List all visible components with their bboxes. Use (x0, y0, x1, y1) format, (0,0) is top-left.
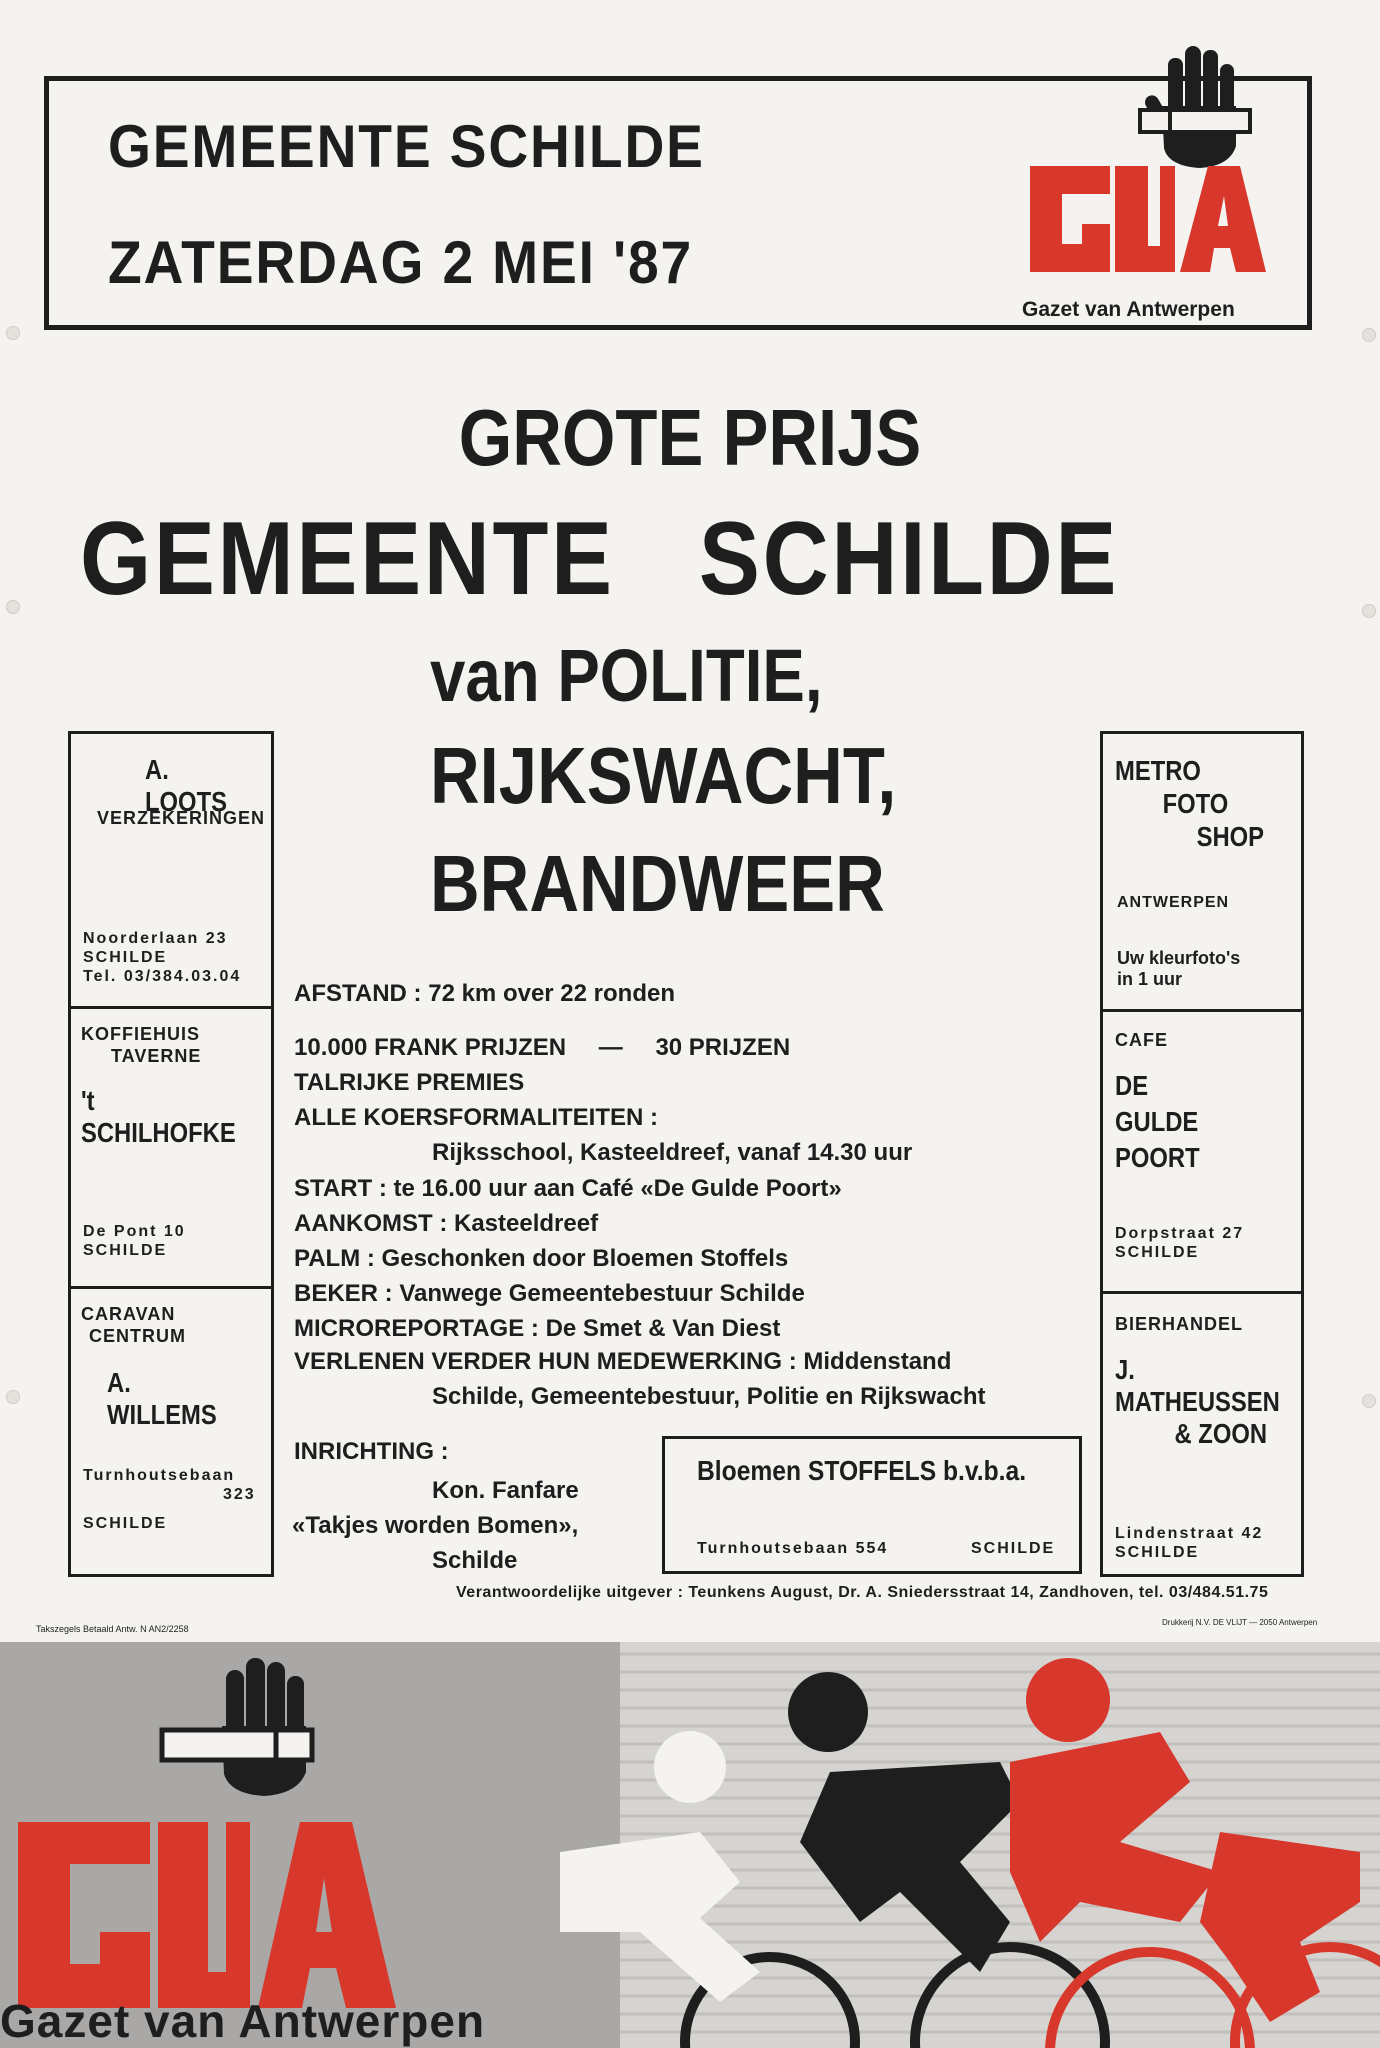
ad-gulde-name (1115, 1068, 1273, 1176)
detail-value: Vanwege Gemeentebestuur Schilde (399, 1280, 805, 1307)
detail-value: te 16.00 uur aan Café «De Gulde Poort» (393, 1175, 842, 1202)
title-gemeente-schilde: GEMEENTE SCHILDE (80, 501, 1120, 617)
address-line: Turnhoutsebaan (83, 1467, 236, 1484)
detail-beker (294, 1280, 805, 1308)
ad-stoffels-address: Turnhoutsebaan 554 (697, 1540, 889, 1557)
inrichting-line: Kon. Fanfare (432, 1477, 579, 1504)
ad-name-line: MATHEUSSEN (1115, 1386, 1280, 1417)
binder-hole (6, 1390, 20, 1404)
detail-premies: TALRIJKE PREMIES (294, 1069, 525, 1096)
ad-type-line: CENTRUM (89, 1326, 186, 1346)
ad-schilhofke-address (83, 1222, 186, 1260)
detail-microreportage (294, 1315, 780, 1343)
slogan-line: Uw kleurfoto's (1117, 948, 1241, 968)
address-line: Lindenstraat 42 (1115, 1525, 1264, 1542)
gva-logo-top (1000, 36, 1300, 306)
address-line: SCHILDE (1115, 1244, 1200, 1261)
ad-matheussen-address (1115, 1524, 1263, 1562)
detail-value: 72 km over 22 ronden (428, 980, 675, 1007)
header-municipality: GEMEENTE SCHILDE (108, 113, 705, 180)
tax-stamp-line: Takszegels Betaald Antw. N AN2/2258 (36, 1624, 189, 1634)
ad-willems-type (81, 1303, 186, 1347)
detail-dash: — (598, 1034, 623, 1061)
left-ad-column (68, 731, 274, 1577)
ad-name-line: & ZOON (1174, 1418, 1268, 1449)
ad-gulde-address (1115, 1224, 1244, 1262)
ad-loots-address (83, 929, 241, 986)
inrichting-line: «Takjes worden Bomen», (292, 1512, 579, 1539)
detail-formaliteiten-label: ALLE KOERSFORMALITEITEN : (294, 1104, 658, 1131)
cyclist-illustration (0, 1642, 1380, 2048)
detail-value: De Smet & Van Diest (545, 1315, 781, 1342)
address-line: Tel. 03/384.03.04 (83, 968, 242, 985)
detail-label: AFSTAND : (294, 980, 422, 1007)
detail-label: PALM : (294, 1245, 375, 1272)
detail-inrichting-value (292, 1473, 579, 1578)
detail-value: Kasteeldreef (454, 1210, 599, 1237)
banner-caption: Gazet van Antwerpen (0, 1995, 486, 2047)
ad-type-line: KOFFIEHUIS (81, 1024, 201, 1044)
ad-loots (71, 734, 271, 1009)
cigarette-icon (1140, 110, 1250, 132)
ad-loots-name: A. LOOTS (145, 754, 227, 817)
ad-name-line: J. (1115, 1354, 1135, 1385)
detail-verlenen-value: Schilde, Gemeentebestuur, Politie en Rijkswacht (432, 1383, 986, 1410)
address-line: Dorpstraat 27 (1115, 1225, 1245, 1242)
binder-hole (1362, 328, 1376, 342)
detail-inrichting-label: INRICHTING : (294, 1438, 449, 1465)
ad-loots-sub: VERZEKERINGEN (97, 808, 266, 828)
ad-name-line: DE (1115, 1070, 1149, 1101)
printer-line: Drukkerij N.V. DE VLIJT — 2050 Antwerpen (1162, 1618, 1318, 1627)
hand-icon (1142, 46, 1236, 168)
ad-stoffels-name: Bloemen STOFFELS b.v.b.a. (697, 1455, 1027, 1486)
ad-metro-name (1115, 754, 1264, 853)
ad-metro-slogan (1117, 948, 1240, 990)
right-ad-column (1100, 731, 1304, 1577)
title-brandweer: BRANDWEER (430, 839, 885, 928)
hand-icon (222, 1658, 306, 1796)
title-rijkswacht: RIJKSWACHT, (430, 731, 897, 820)
ad-gulde-type: CAFE (1115, 1030, 1168, 1050)
ad-schilhofke (71, 1009, 271, 1289)
ad-willems-address (83, 1466, 256, 1533)
slogan-line: in 1 uur (1117, 969, 1183, 989)
ad-name-line: SHOP (1196, 821, 1265, 852)
detail-formaliteiten-value: Rijksschool, Kasteeldreef, vanaf 14.30 uur (432, 1139, 913, 1166)
ad-type-line: CARAVAN (81, 1304, 176, 1324)
address-line: SCHILDE (83, 949, 168, 966)
address-line: 323 (223, 1486, 256, 1503)
binder-hole (6, 326, 20, 340)
ad-schilhofke-type (81, 1023, 201, 1067)
bottom-banner (0, 1642, 1380, 2048)
detail-label: MICROREPORTAGE : (294, 1315, 539, 1342)
ad-name-line: METRO (1115, 755, 1201, 786)
detail-prize-count: 30 PRIJZEN (655, 1034, 791, 1061)
binder-hole (6, 600, 20, 614)
binder-hole (1362, 604, 1376, 618)
ad-gulde-poort (1103, 1012, 1301, 1294)
detail-verlenen (294, 1348, 951, 1376)
ad-matheussen-type: BIERHANDEL (1115, 1314, 1244, 1334)
ad-matheussen (1103, 1294, 1301, 1574)
detail-start (294, 1175, 842, 1203)
detail-palm (294, 1245, 788, 1273)
detail-label: START : (294, 1175, 387, 1202)
ad-willems (71, 1289, 271, 1574)
title-grote-prijs: GROTE PRIJS (458, 393, 922, 482)
ad-stoffels-town: SCHILDE (971, 1540, 1056, 1557)
inrichting-line: Schilde (432, 1547, 518, 1574)
detail-label: AANKOMST : (294, 1210, 448, 1237)
detail-value: Middenstand (803, 1348, 952, 1375)
title-van-politie: van POLITIE, (430, 634, 823, 717)
cigarette-icon (162, 1730, 312, 1760)
gva-logo-caption: Gazet van Antwerpen (1022, 298, 1235, 321)
detail-label: BEKER : (294, 1280, 393, 1307)
publisher-line: Verantwoordelijke uitgever : Teunkens August, Dr. A. Sniedersstraat 14, Zandhoven, tel. 03/484.51.75 (456, 1584, 1269, 1601)
address-line: SCHILDE (1115, 1544, 1200, 1561)
detail-aankomst (294, 1210, 598, 1238)
ad-stoffels (662, 1436, 1082, 1574)
address-line: SCHILDE (83, 1515, 168, 1532)
address-line: Noorderlaan 23 (83, 930, 228, 947)
detail-value: Geschonken door Bloemen Stoffels (381, 1245, 789, 1272)
header-date: ZATERDAG 2 MEI '87 (108, 229, 694, 296)
detail-afstand (294, 980, 675, 1008)
detail-label: VERLENEN VERDER HUN MEDEWERKING : (294, 1348, 797, 1375)
ad-schilhofke-name: 't SCHILHOFKE (81, 1085, 236, 1148)
ad-name-line: GULDE POORT (1115, 1106, 1200, 1173)
ad-metro-city: ANTWERPEN (1117, 894, 1230, 911)
ad-type-line: TAVERNE (111, 1046, 202, 1066)
address-line: SCHILDE (83, 1242, 168, 1259)
ad-name-line: FOTO (1162, 788, 1229, 819)
ad-willems-name: A. WILLEMS (107, 1367, 217, 1430)
binder-hole (1362, 1394, 1376, 1408)
gva-letters (1030, 166, 1266, 272)
address-line: De Pont 10 (83, 1223, 186, 1240)
ad-matheussen-name (1115, 1354, 1280, 1450)
detail-prijzen (294, 1034, 790, 1062)
ad-metro-foto (1103, 734, 1301, 1012)
detail-prize-money: 10.000 FRANK PRIJZEN (294, 1034, 567, 1061)
